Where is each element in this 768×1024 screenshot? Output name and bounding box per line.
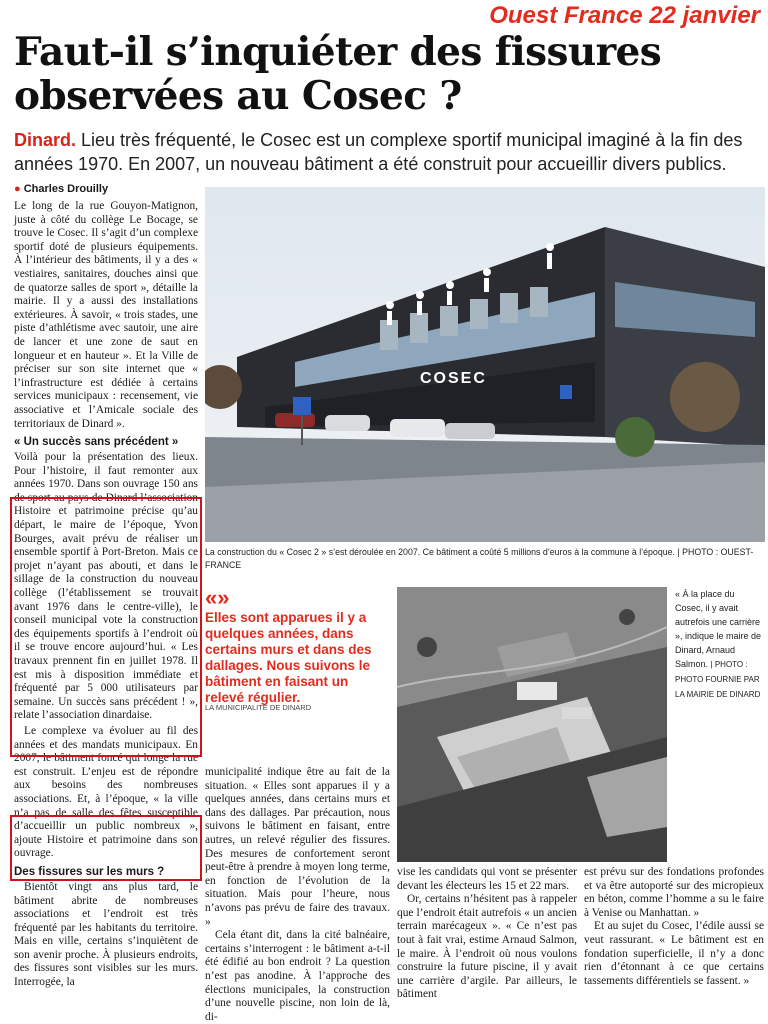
photo-cosec-building: [205, 187, 765, 542]
chapo-text: Lieu très fréquenté, le Cosec est un complexe sportif municipal imaginé à la fin des années 1970. En 2007, un nouveau bâtiment a été construit pour accueillir divers publics.: [14, 130, 743, 174]
paragraph-marecageux: Or, certains n’hésitent pas à rappeler que l’endroit était autrefois « un ancien terrain marécageux ». « Ce n’est pas tout à fait vrai, estime Arnaud Salmon, le maire. À l’endroit où nous voulons construire la future piscine, il y avait une carrière d’argile. Par ailleurs, le bâtiment: [397, 893, 577, 1001]
column-4: [584, 866, 764, 988]
photo2-caption-text: « À la place du Cosec, il y avait autrefois une carrière », indique le maire de Dinard, Arnaud Salmon.: [675, 589, 762, 669]
pull-quote: Elles sont apparues il y a quelques années, dans certains murs et dans des dallages. Nous suivons le bâtiment en faisant un relevé régulier.: [205, 610, 372, 705]
photo-aerial-quarry: [397, 587, 667, 862]
photo2-credit: | PHOTO : PHOTO FOURNIE PAR LA MAIRIE DE DINARD: [675, 660, 761, 699]
highlight-box-salle-des-fetes: [10, 815, 202, 881]
subhead-fissures: Des fissures sur les murs ?: [14, 865, 165, 878]
paragraph-municipalite: municipalité indique être au fait de la situation. « Elles sont apparues il y a quelques années, dans certains murs et dans des dallages. Par précaution, nous suivons le bâtiment en faisant, entre autres, un relevé régulier des fissures. Des mesures de confortement seront peut-être à prendre à moyen long terme, en fonction de l’évolution de la situation. Mais pour l’heure, nous n’avons pas prévu de faire des travaux. »: [205, 766, 390, 928]
photo1-caption-text: La construction du « Cosec 2 » s’est déroulée en 2007. Ce bâtiment a coûté 5 millions d’euros à la commune à l’époque.: [205, 547, 675, 557]
paragraph-fondations: est prévu sur des fondations profondes et va être autoporté sur des micropieux en béton, comme l’homme a su le faire à Venise ou Manhattan. »: [584, 866, 764, 919]
photo2-caption: [675, 587, 765, 702]
highlight-box-history: [10, 497, 202, 757]
chapo-city: Dinard.: [14, 130, 77, 150]
source-label: Ouest France 22 janvier: [489, 2, 760, 29]
chapo: [14, 128, 759, 176]
paragraph-history: Voilà pour la présentation des lieux. Pour l’histoire, il faut remonter aux années 1970. Dans son ouvrage 150 ans de sport au pays de Dinard l’association Histoire et patrimoine précise qu’au départ, le maire de l’époque, Yvon Bourges, avait prévu de réaliser un ensemble sportif à Port-Breton. Mais ce projet n’ayant pas abouti, et dans le sillage de la construction du nouveau collège (l’établissement se trouvait avant 1976 dans le centre-ville), le conseil municipal vote la construction des équipements sportifs à l’endroit où il se trouve encore aujourd’hui. « Les travaux prennent fin en juillet 1978. Il est mis à disposition immédiate et fréquenté par 5 000 utilisateurs par semaine. Un succès sans précédent ! », relate l’association dinardaise.: [14, 451, 198, 722]
paragraph-evolution: Le complexe va évoluer au fil des années et des mandats municipaux. En 2007, le bâtiment foncé qui longe la rue est construit. L’enjeu est de répondre aux besoins des nombreuses associations. Et, à l’époque, « la ville n’a pas de salle des fêtes susceptible d’accueillir un public nombreux », ajoute Histoire et patrimoine dans son ouvrage.: [14, 724, 198, 860]
headline: Faut-il s’inquiéter des fissures observées au Cosec ?: [14, 29, 662, 119]
column-3: [397, 866, 577, 1002]
byline-author: Charles Drouilly: [23, 183, 109, 195]
paragraph-intro: Le long de la rue Gouyon-Matignon, juste à côté du collège Le Bocage, se trouve le Cosec. Il s’agit d’un complexe sportif doté de plusieurs équipements. À l’intérieur des bâtiments, il y a des « vestiaires, sanitaires, douches ainsi que de quatorze salles de sport », détaille la mairie. Il y a aussi des installations extérieures. À savoir, « trois stades, une piste d’athlétisme avec sautoir, une aire de lancer et une zone de saut en longueur et en hauteur ». Et la Ville de préciser sur son site internet que « l’infrastructure est dédiée à certains services municipaux : recensement, vie associative et l’Amicale sociale des territoriaux de Dinard ».: [14, 200, 198, 430]
cosec-building-illustration: [205, 187, 765, 542]
column-2: [205, 766, 390, 1024]
cosec-sign: COSEC: [420, 370, 487, 387]
quote-mark-icon: «»: [205, 585, 230, 610]
paragraph-cite-balneaire: Cela étant dit, dans la cité balnéaire, certains s’interrogent : le bâtiment a-t-il été édifié au bon endroit ? La question n’est pas anodine. À l’approche des élections municipales, la construction d’une nouvelle piscine, non loin de là, di-: [205, 929, 390, 1023]
photo1-caption: [205, 546, 765, 572]
paragraph-rassurant: Et au sujet du Cosec, l’édile aussi se veut rassurant. « Le bâtiment est en fondation superficielle, il n’y a donc rien d’étonnant à ce que certains tassements différentiels se fassent. »: [584, 920, 764, 987]
byline: [14, 183, 108, 195]
paragraph-fissures: Bientôt vingt ans plus tard, le bâtiment abrite de nombreuses associations et l’endroit est très fréquenté par les habitants du territoire. Mais en ville, certains s’inquiètent de son avenir proche. À plusieurs endroits, des fissures sont visibles sur les murs. Interrogée, la: [14, 880, 198, 989]
aerial-view-illustration: [397, 587, 667, 862]
pull-quote-credit: LA MUNICIPALITÉ DE DINARD: [205, 703, 312, 712]
bullet-icon: ●: [14, 183, 21, 195]
photo1-credit: | PHOTO : OUEST-FRANCE: [205, 547, 754, 570]
paragraph-candidats: vise les candidats qui vont se présenter devant les électeurs les 15 et 22 mars.: [397, 866, 577, 892]
subhead-succes: « Un succès sans précédent »: [14, 436, 179, 449]
